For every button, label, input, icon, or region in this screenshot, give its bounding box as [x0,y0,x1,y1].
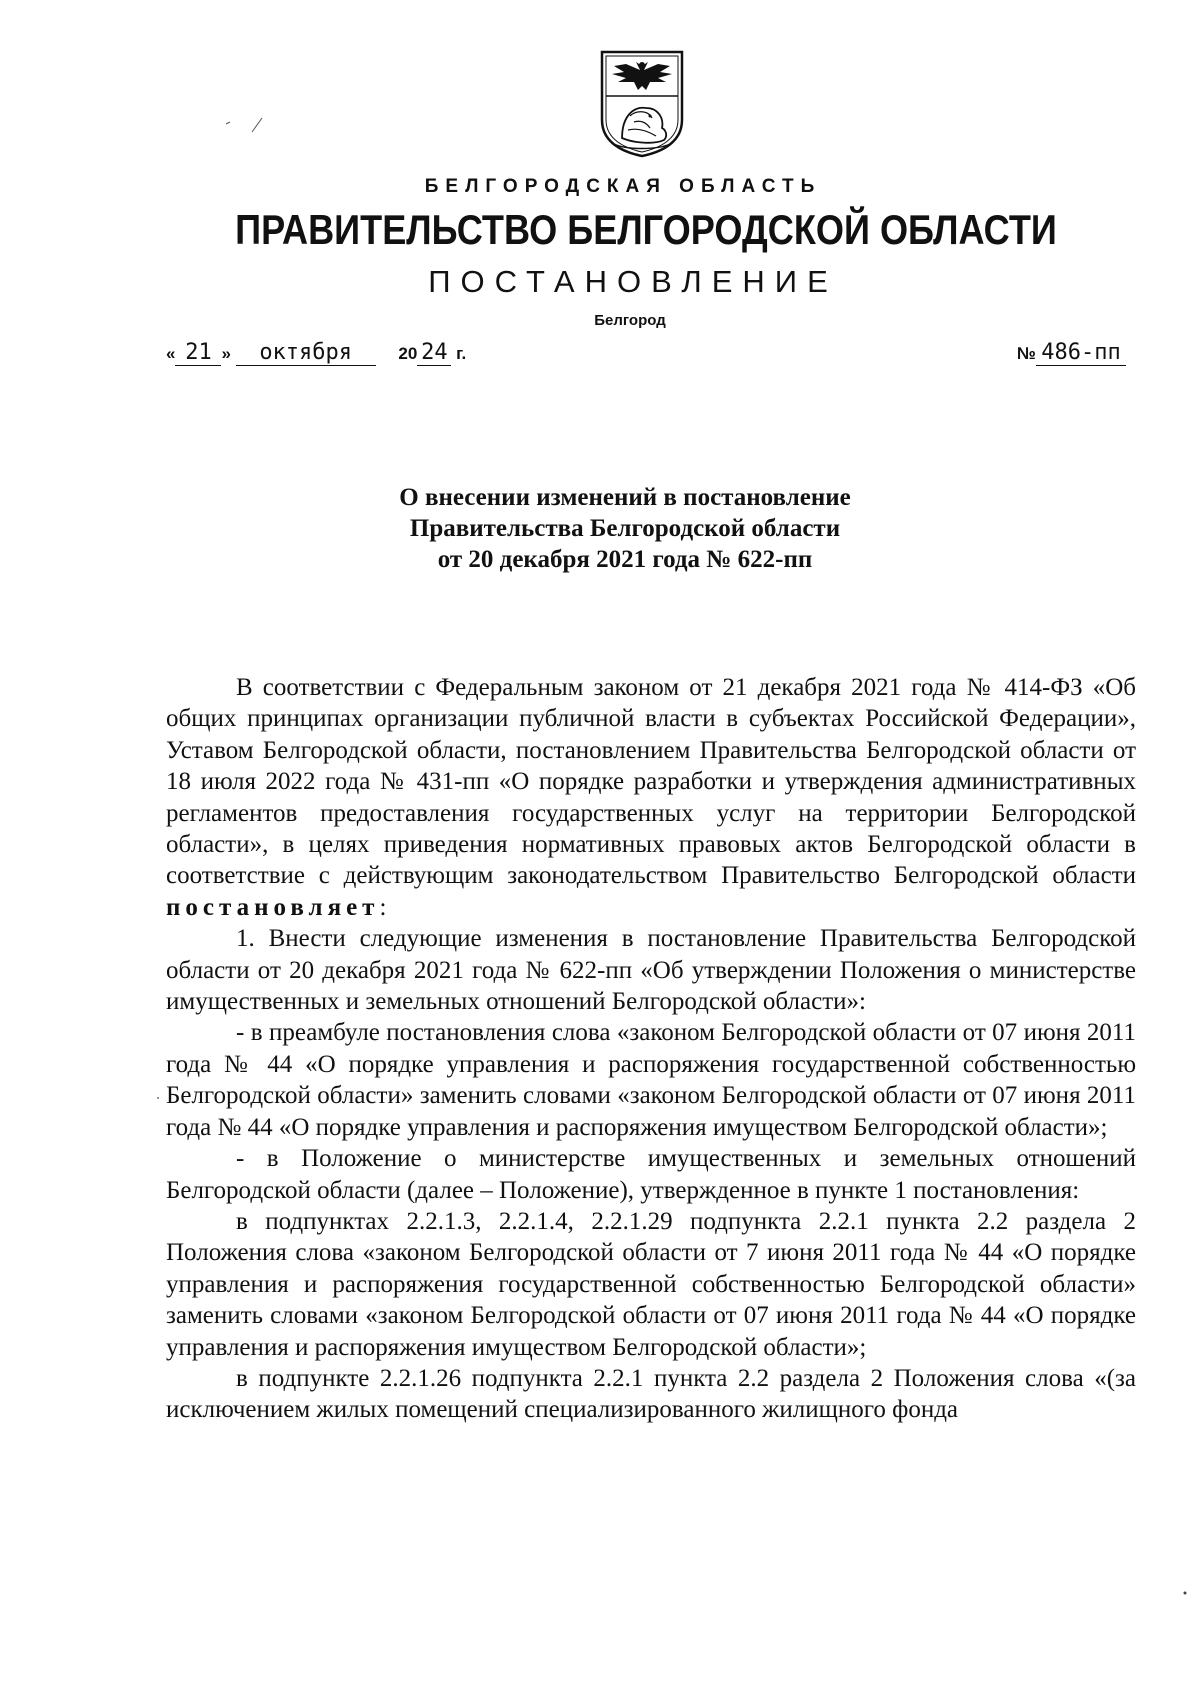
document-subject [0,482,1200,575]
date-year-mark: г. [456,344,467,363]
preamble-text: В соответствии с Федеральным законом от 21 декабря 2021 года № 414-ФЗ «Об общих принципах организации публичной власти в субъектах Российской Федерации», Уставом Белгородской области, постановлением Правительства Белгородской области от 18 июля 2022 года № 431-пп «О порядке разработки и утверждения административных регламентов предоставления государственных услуг на территории Белгородской области», в целях приведения нормативных правовых актов Белгородской области в соответствие с действующим законодательством Правительство Белгородской области [166,674,1136,890]
subject-line: О внесении изменений в постановление [399,484,851,511]
document-type: ПОСТАНОВЛЕНИЕ [428,264,838,299]
number-label: № [1017,344,1036,363]
paragraph-preamble-change: - в преамбуле постановления слова «законом Белгородской области от 07 июня 2011 года № 44 «О порядке управления и распоряжения государственной собственностью Белгородской области» заменить словами «законом Белгородской области от 07 июня 2011 года № 44 «О порядке управления и распоряжения имуществом Белгородской области»; [166,1019,1136,1141]
date-year-suffix: 24 [417,340,451,366]
region-name: БЕЛГОРОДСКАЯ ОБЛАСТЬ [424,176,822,197]
coat-of-arms-emblem [596,46,688,158]
paragraph-subitems-change: в подпунктах 2.2.1.3, 2.2.1.4, 2.2.1.29 подпункта 2.2.1 пункта 2.2 раздела 2 Положения слова «законом Белгородской области от 7 июня 2011 года № 44 «О порядке управления и распоряжения государственной собственностью Белгородской области» заменить словами «законом Белгородской области от 07 июня 2011 года № 44 «О порядке управления и распоряжения имуществом Белгородской области»; [166,1207,1136,1361]
date-month: октября [236,340,376,366]
decree-word: постановляет [166,893,380,921]
government-title: ПРАВИТЕЛЬСТВО БЕЛГОРОДСКОЙ ОБЛАСТИ [235,206,1057,253]
paragraph-regulation-change: - в Положение о министерстве имущественных и земельных отношений Белгородской области (далее – Положение), утвержденное в пункте 1 постановления: [166,1145,1136,1204]
decree-colon: : [379,893,387,921]
document-number [1017,340,1126,366]
paragraph-subitem-2-2-1-26: в подпункте 2.2.1.26 подпункта 2.2.1 пункта 2.2 раздела 2 Положения слова «(за исключением жилых помещений специализированного жилищного фонда [166,1364,1136,1424]
date-open-quote: « [166,344,176,363]
date-line [166,340,1126,372]
paragraph-item-1: 1. Внести следующие изменения в постановление Правительства Белгородской области от 20 декабря 2021 года № 622-пп «Об утверждении Положения о министерстве имущественных и земельных отношений Белгородской области»: [166,925,1136,1016]
subject-line: от 20 декабря 2021 года № 622-пп [437,546,813,573]
city-name: Белгород [594,312,666,329]
number-value: 486-пп [1036,340,1126,366]
subject-line: Правительства Белгородской области [409,515,841,542]
document-body [166,672,1136,1426]
date-close-quote: » [221,344,231,363]
date-year-prefix: 20 [398,344,418,363]
date-day: 21 [175,340,221,366]
paragraph-preamble [166,672,1136,923]
